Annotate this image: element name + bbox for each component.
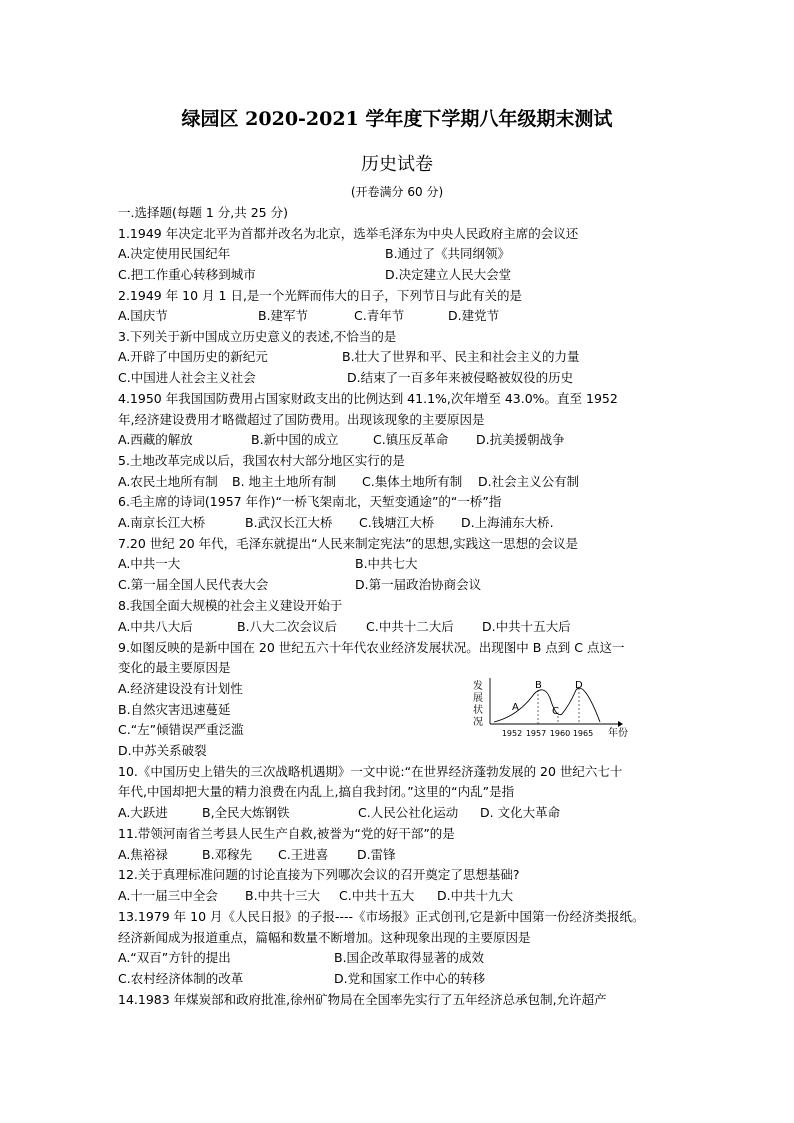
question-9-option-a: A.经济建设没有计划性 [118, 681, 243, 696]
question-8-option-d: D.中共十五大后 [482, 619, 571, 634]
question-5-option-b: B. 地主土地所有制 [232, 474, 337, 489]
question-11-stem: 11.带领河南省兰考县人民生产自救,被誉为“党的好干部”的是 [118, 826, 455, 841]
question-1-option-d: D.决定建立人民大会堂 [385, 267, 512, 282]
agriculture-development-chart [472, 676, 642, 742]
x-tick-label: 1965 [572, 729, 594, 738]
question-12-option-b: B.中共十三大 [245, 888, 321, 903]
question-4-option-d: D.抗美援朝战争 [476, 432, 565, 447]
development-curve [494, 688, 600, 722]
question-10-stem-line2: 年代,中国却把大量的精力浪费在内乱上,搞自我封闭。”这里的“内乱”是指 [118, 784, 515, 799]
question-1-option-b: B.通过了《共同纲领》 [385, 246, 511, 261]
point-label-a: A [512, 702, 519, 713]
question-1-option-c: C.把工作重心转移到城市 [118, 267, 256, 282]
ylabel-char: 况 [473, 717, 483, 728]
question-9-option-c: C.“左”倾错误严重泛滥 [118, 722, 244, 737]
question-11-option-c: C.王进喜 [278, 847, 329, 862]
question-3-stem: 3.下列关于新中国成立历史意义的表述,不恰当的是 [118, 329, 397, 344]
question-9-option-d: D.中苏关系破裂 [118, 743, 207, 758]
exam-subtitle: 历史试卷 [361, 154, 433, 175]
x-tick-label: 1952 [501, 729, 523, 738]
exam-title: 绿园区 2020-2021 学年度下学期八年级期末测试 [181, 108, 613, 130]
question-8-option-a: A.中共八大后 [118, 619, 193, 634]
question-10-stem-line1: 10.《中国历史上错失的三次战略机遇期》一文中说:“在世界经济蓬勃发展的 20 世纪六七十 [118, 764, 623, 779]
x-axis-arrow [618, 721, 623, 727]
question-10-option-a: A.大跃进 [118, 805, 168, 820]
question-4-option-c: C.镇压反革命 [373, 432, 449, 447]
question-4-stem-line1: 4.1950 年我国国防费用占国家财政支出的比例达到 41.1%,次年增至 43.0%。直至 1952 [118, 391, 618, 406]
question-12-option-d: D.中共十九大 [437, 888, 514, 903]
question-7-option-c: C.第一届全国人民代表大会 [118, 577, 269, 592]
question-2-option-c: C.青年节 [354, 308, 405, 323]
x-axis-label: 年份 [608, 728, 628, 739]
question-7-stem: 7.20 世纪 20 年代，毛泽东就提出“人民来制定宪法”的思想,实践这一思想的会议是 [118, 536, 579, 551]
chart-ylabel [473, 679, 483, 728]
question-9-stem-line1: 9.如图反映的是新中国在 20 世纪五六十年代农业经济发展状况。出现图中 B 点到 C 点这一 [118, 640, 625, 655]
question-10-option-d: D. 文化大革命 [480, 805, 561, 820]
question-2-stem: 2.1949 年 10 月 1 日,是一个光辉而伟大的日子，下列节日与此有关的是 [118, 288, 522, 303]
question-6-stem: 6.毛主席的诗词(1957 年作)“一桥飞架南北，天堑变通途”的“一桥”指 [118, 494, 502, 509]
question-2-option-d: D.建党节 [448, 308, 500, 323]
question-2-option-b: B.建军节 [258, 308, 309, 323]
question-7-option-a: A.中共一大 [118, 556, 181, 571]
question-13-stem-line2: 经济新闻成为报道重点，篇幅和数量不断增加。这种现象出现的主要原因是 [118, 930, 531, 945]
question-3-option-a: A.开辟了中国历史的新纪元 [118, 349, 268, 364]
question-3-option-d: D.结束了一百多年来被侵略被奴役的历史 [347, 370, 574, 385]
x-tick-label: 1960 [549, 729, 571, 738]
point-label-c: C [552, 706, 559, 717]
question-7-option-d: D.第一届政治协商会议 [355, 577, 482, 592]
question-13-option-d: D.党和国家工作中心的转移 [334, 971, 486, 986]
question-9-option-b: B.自然灾害迅速蔓延 [118, 702, 231, 717]
question-3-option-b: B.壮大了世界和平、民主和社会主义的力量 [342, 349, 580, 364]
point-label-d: D [575, 680, 583, 691]
question-1-stem: 1.1949 年决定北平为首都并改名为北京，选举毛泽东为中央人民政府主席的会议还 [118, 226, 579, 241]
question-6-option-d: D.上海浦东大桥. [461, 515, 554, 530]
question-8-option-b: B.八大二次会议后 [237, 619, 338, 634]
question-4-option-a: A.西藏的解放 [118, 432, 193, 447]
question-10-option-c: C.人民公社化运动 [358, 805, 459, 820]
question-2-option-a: A.国庆节 [118, 308, 168, 323]
question-12-option-a: A.十一届三中全会 [118, 888, 218, 903]
question-5-stem: 5.土地改革完成以后，我国农村大部分地区实行的是 [118, 453, 405, 468]
question-9-stem-line2: 变化的最主要原因是 [118, 660, 231, 675]
question-8-stem: 8.我国全面大规模的社会主义建设开始于 [118, 598, 343, 613]
question-5-option-a: A.农民土地所有制 [118, 474, 218, 489]
point-label-b: B [535, 680, 542, 691]
question-7-option-b: B.中共七大 [355, 556, 418, 571]
question-5-option-d: D.社会主义公有制 [478, 474, 580, 489]
question-6-option-c: C.钱塘江大桥 [359, 515, 435, 530]
question-10-option-b: B,全民大炼钢铁 [202, 805, 290, 820]
question-13-stem-line1: 13.1979 年 10 月《人民日报》的子报----《市场报》正式创刊,它是新中国第一份经济类报纸。 [118, 909, 645, 924]
question-3-option-c: C.中国进人社会主义社会 [118, 370, 256, 385]
question-4-option-b: B.新中国的成立 [251, 432, 339, 447]
question-6-option-a: A.南京长江大桥 [118, 515, 206, 530]
question-11-option-d: D.雷锋 [357, 847, 396, 862]
question-14-stem: 14.1983 年煤炭部和政府批准,徐州矿物局在全国率先实行了五年经济总承包制,允许超产 [118, 992, 607, 1007]
x-tick-label: 1957 [525, 729, 547, 738]
ylabel-char: 状 [473, 705, 483, 716]
question-5-option-c: C.集体土地所有制 [362, 474, 463, 489]
question-12-stem: 12.关于真理标准问题的讨论直接为下列哪次会议的召开奠定了思想基础? [118, 867, 520, 882]
question-12-option-c: C.中共十五大 [339, 888, 415, 903]
ylabel-char: 展 [473, 693, 483, 704]
question-11-option-a: A.焦裕禄 [118, 847, 168, 862]
question-8-option-c: C.中共十二大后 [366, 619, 454, 634]
question-13-option-b: B.国企改革取得显著的成效 [334, 950, 485, 965]
section-heading: 一.选择题(每题 1 分,共 25 分) [118, 205, 288, 220]
ylabel-char: 发 [473, 681, 483, 692]
question-1-option-a: A.决定使用民国纪年 [118, 246, 231, 261]
question-6-option-b: B.武汉长江大桥 [245, 515, 333, 530]
score-note: (开卷满分 60 分) [350, 185, 444, 199]
question-13-option-a: A.“双百”方针的提出 [118, 950, 231, 965]
question-4-stem-line2: 年,经济建设费用才略微超过了国防费用。出现该现象的主要原因是 [118, 412, 485, 427]
question-11-option-b: B.邓稼先 [202, 847, 253, 862]
question-13-option-c: C.农村经济体制的改革 [118, 971, 244, 986]
